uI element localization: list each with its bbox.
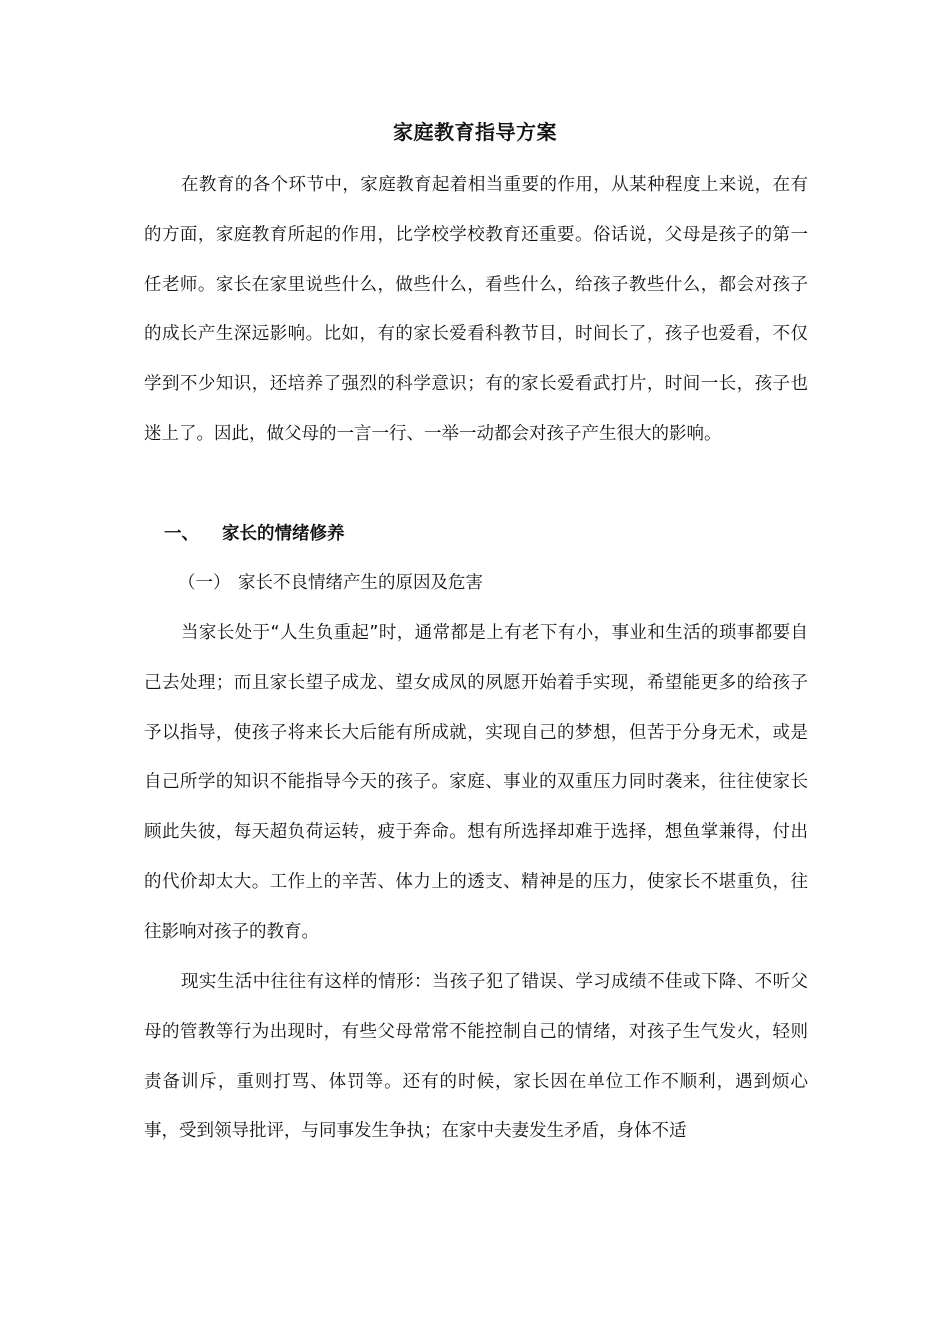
section-title: 家长的情绪修养: [222, 524, 345, 544]
paragraph-causes: 当家长处于“人生负重起”时，通常都是上有老下有小，事业和生活的琐事都要自己去处理；而且家长望子成龙、望女成凤的夙愿开始着手实现，希望能更多的给孩子予以指导，使孩子将来长大后能有所成就，实现自己的梦想，但苦于分身无术，或是自己所学的知识不能指导今天的孩子。家庭、事业的双重压力同时袭来，往往使家长顾此失彼，每天超负荷运转，疲于奔命。想有所选择却难于选择，想鱼掌兼得，付出的代价却太大。工作上的辛苦、体力上的透支、精神是的压力，使家长不堪重负，往往影响对孩子的教育。: [144, 623, 808, 942]
paragraph-situations: 现实生活中往往有这样的情形：当孩子犯了错误、学习成绩不佳或下降、不听父母的管教等行为出现时，有些父母常常不能控制自己的情绪，对孩子生气发火，轻则责备训斥，重则打骂、体罚等。还有的时候，家长因在单位工作不顺利，遇到烦心事，受到领导批评，与同事发生争执；在家中夫妻发生矛盾，身体不适: [144, 972, 808, 1142]
subsection-heading: [178, 567, 483, 599]
document-title: 家庭教育指导方案: [393, 120, 557, 144]
section-number: 一、: [164, 524, 199, 544]
subsection-title: 家长不良情绪产生的原因及危害: [238, 573, 483, 593]
section-heading: [164, 518, 345, 550]
paragraph-intro: 在教育的各个环节中，家庭教育起着相当重要的作用，从某种程度上来说，在有的方面，家庭教育所起的作用，比学校学校教育还重要。俗话说，父母是孩子的第一任老师。家长在家里说些什么，做些什么，看些什么，给孩子教些什么，都会对孩子的成长产生深远影响。比如，有的家长爱看科教节目，时间长了，孩子也爱看，不仅学到不少知识，还培养了强烈的科学意识；有的家长爱看武打片，时间一长，孩子也迷上了。因此，做父母的一言一行、一举一动都会对孩子产生很大的影响。: [144, 175, 808, 444]
subsection-number: （一）: [178, 573, 231, 593]
